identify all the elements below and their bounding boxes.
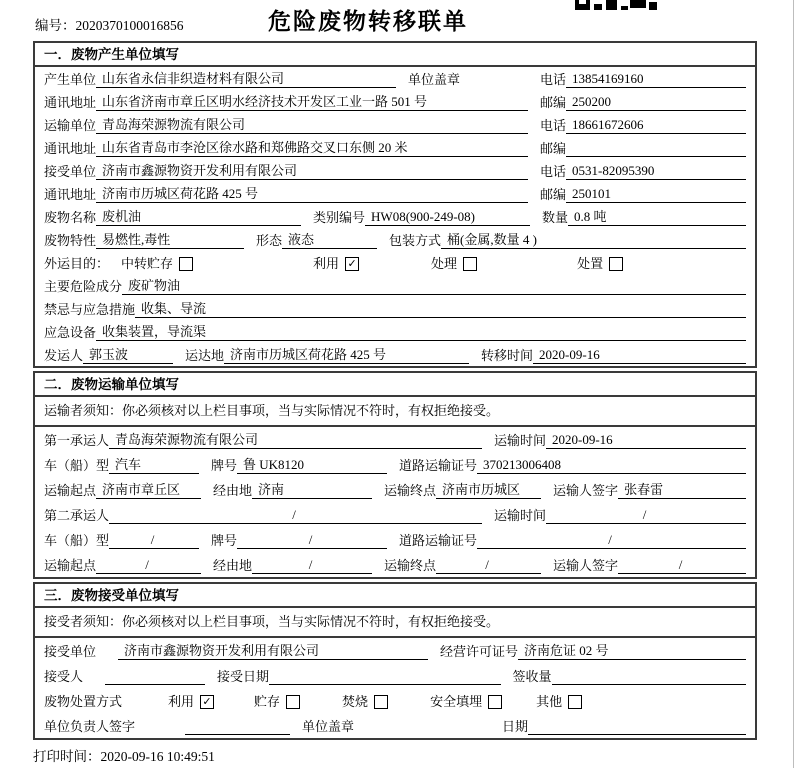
plate-value: /: [237, 531, 387, 549]
transporter-row: [35, 113, 755, 136]
doc-number-value: 2020370100016856: [75, 18, 184, 33]
end-value: 济南市历城区: [436, 481, 541, 499]
print-time-value: 2020-09-16 10:49:51: [100, 749, 215, 764]
company-seal-label: 单位盖章: [302, 719, 355, 734]
print-time-label: 打印时间：: [33, 749, 101, 764]
hazard-value: 废矿物油: [122, 277, 746, 295]
sender-value: 郭玉波: [83, 346, 173, 364]
option-label: 处置: [577, 256, 604, 271]
phone-label: 电话: [539, 164, 566, 179]
taboo-value: 收集、导流: [135, 300, 746, 318]
date-value: [528, 734, 746, 735]
checkbox-checked: ✓: [200, 695, 214, 709]
carrier-sign-value: /: [618, 556, 746, 574]
second-carrier-label: 第二承运人: [44, 508, 110, 523]
qr-code-icon: [575, 0, 657, 10]
checkbox-unchecked: [286, 695, 300, 709]
origin-value: 济南市章丘区: [96, 481, 201, 499]
option-landfill: [430, 693, 502, 710]
accepting-unit-label: 接受单位: [44, 644, 97, 659]
transporter-value: 青岛海荣源物流有限公司: [96, 116, 528, 134]
page-edge-line: [793, 0, 794, 768]
phone-label: 电话: [539, 72, 566, 87]
transporter-address-value: 山东省青岛市李沧区徐水路和郑佛路交叉口东侧 20 米: [96, 139, 528, 157]
accepting-unit-value: 济南市鑫源物资开发利用有限公司: [118, 642, 428, 660]
checkbox-unchecked: [374, 695, 388, 709]
transport-time-label: 运输时间: [493, 433, 546, 448]
phone-label: 电话: [539, 118, 566, 133]
signed-amount-label: 签收量: [512, 669, 552, 684]
quantity-label: 数量: [542, 210, 569, 225]
section1-heading: 一．废物产生单位填写: [35, 43, 755, 67]
origin-label: 运输起点: [44, 483, 97, 498]
first-carrier-time-value: 2020-09-16: [546, 431, 746, 449]
checkbox-checked: ✓: [345, 257, 359, 271]
destination-label: 运达地: [185, 348, 225, 363]
waste-name-value: 废机油: [96, 208, 301, 226]
option-transfer-storage: [121, 255, 193, 272]
sender-label: 发运人: [44, 348, 84, 363]
plate-value: 鲁 UK8120: [237, 456, 387, 474]
company-seal-label: 单位盖章: [408, 72, 461, 87]
receiver-zip-value: 250101: [566, 185, 746, 203]
equipment-label: 应急设备: [44, 325, 97, 340]
zip-label: 邮编: [539, 187, 566, 202]
recipient-row: [35, 663, 755, 688]
category-label: 类别编号: [313, 210, 366, 225]
road-license-label: 道路运输证号: [399, 533, 478, 548]
packing-value: 桶(金属,数量 4 ): [441, 231, 746, 249]
disposal-method-label: 废物处置方式: [44, 694, 123, 709]
first-carrier-label: 第一承运人: [44, 433, 110, 448]
section3-heading: 三．废物接受单位填写: [35, 584, 755, 608]
zip-label: 邮编: [539, 95, 566, 110]
option-label: 利用: [313, 256, 340, 271]
transporter-notice: 运输者须知：你必须核对以上栏目事项，当与实际情况不符时，有权拒绝接受。: [35, 397, 755, 427]
zip-label: 邮编: [539, 141, 566, 156]
via-value: 济南: [252, 481, 372, 499]
document-header: [0, 0, 796, 41]
transfer-time-label: 转移时间: [481, 348, 534, 363]
doc-number-label: 编号：: [35, 18, 76, 33]
print-time: [33, 745, 796, 765]
vehicle-type-value: /: [109, 531, 199, 549]
vehicle-type-value: 汽车: [109, 456, 199, 474]
carrier-sign-label: 运输人签字: [553, 483, 619, 498]
address-label: 通讯地址: [44, 187, 97, 202]
option-label: 贮存: [254, 694, 281, 709]
second-route-row: [35, 552, 755, 577]
transfer-time-value: 2020-09-16: [533, 346, 746, 364]
transporter-address-row: [35, 136, 755, 159]
receiver-value: 济南市鑫源物资开发利用有限公司: [96, 162, 528, 180]
option-label: 利用: [168, 694, 195, 709]
recipient-label: 接受人: [44, 669, 84, 684]
address-label: 通讯地址: [44, 95, 97, 110]
category-value: HW08(900-249-08): [365, 208, 530, 226]
signed-amount-value: [552, 684, 746, 685]
receiver-notice: 接受者须知：你必须核对以上栏目事项，当与实际情况不符时，有权拒绝接受。: [35, 608, 755, 638]
receiver-address-row: [35, 182, 755, 205]
producer-zip-value: 250200: [566, 93, 746, 111]
road-license-value: 370213006408: [477, 456, 746, 474]
option-utilize: [168, 693, 214, 710]
option-label: 中转贮存: [121, 256, 174, 271]
road-license-value: /: [477, 531, 746, 549]
taboo-measures-row: [35, 297, 755, 320]
carrier-sign-label: 运输人签字: [553, 558, 619, 573]
option-utilize: [313, 255, 359, 272]
checkbox-unchecked: [179, 257, 193, 271]
hazard-label: 主要危险成分: [44, 279, 123, 294]
character-value: 易燃性,毒性: [96, 231, 244, 249]
checkbox-unchecked: [609, 257, 623, 271]
option-store: [254, 693, 300, 710]
destination-value: 济南市历城区荷花路 425 号: [224, 346, 469, 364]
character-label: 废物特性: [44, 233, 97, 248]
recipient-value: [105, 684, 205, 685]
checkbox-unchecked: [488, 695, 502, 709]
plate-label: 牌号: [211, 458, 238, 473]
section2-heading: 二．废物运输单位填写: [35, 373, 755, 397]
transport-purpose-row: [35, 251, 755, 274]
permit-label: 经营许可证号: [440, 644, 519, 659]
producer-row: [35, 67, 755, 90]
vehicle-type-label: 车（船）型: [44, 458, 110, 473]
section-transporter: [33, 371, 757, 579]
plate-label: 牌号: [211, 533, 238, 548]
taboo-label: 禁忌与应急措施: [44, 302, 136, 317]
form-value: 液态: [282, 231, 377, 249]
form-label: 形态: [256, 233, 283, 248]
option-label: 安全填埋: [430, 694, 483, 709]
second-carrier-time-value: /: [546, 506, 746, 524]
equipment-value: 收集装置，导流渠: [96, 323, 746, 341]
option-dispose: [577, 255, 623, 272]
waste-name-row: [35, 205, 755, 228]
receiver-phone-value: 0531-82095390: [566, 162, 746, 180]
first-carrier-value: 青岛海荣源物流有限公司: [109, 431, 482, 449]
second-carrier-value: /: [109, 506, 482, 524]
first-vehicle-row: [35, 452, 755, 477]
option-incinerate: [342, 693, 388, 710]
accepting-unit-row: [35, 638, 755, 663]
origin-value: /: [96, 556, 201, 574]
receiver-row: [35, 159, 755, 182]
option-label: 处理: [431, 256, 458, 271]
producer-value: 山东省永信非织造材料有限公司: [96, 70, 396, 88]
first-route-row: [35, 477, 755, 502]
section-producer: [33, 41, 757, 368]
checkbox-unchecked: [463, 257, 477, 271]
second-vehicle-row: [35, 527, 755, 552]
sender-row: [35, 343, 755, 366]
page-title: 危险废物转移联单: [268, 9, 468, 34]
option-other: [536, 693, 582, 710]
transport-time-label: 运输时间: [493, 508, 546, 523]
receiver-label: 接受单位: [44, 164, 97, 179]
via-label: 经由地: [213, 558, 253, 573]
accept-date-value: [269, 684, 501, 685]
transporter-label: 运输单位: [44, 118, 97, 133]
carrier-sign-value: 张春雷: [618, 481, 746, 499]
date-label: 日期: [501, 719, 528, 734]
producer-label: 产生单位: [44, 72, 97, 87]
producer-phone-value: 13854169160: [566, 70, 746, 88]
permit-value: 济南危证 02 号: [518, 642, 746, 660]
road-license-label: 道路运输证号: [399, 458, 478, 473]
packing-label: 包装方式: [389, 233, 442, 248]
vehicle-type-label: 车（船）型: [44, 533, 110, 548]
end-value: /: [436, 556, 541, 574]
end-label: 运输终点: [384, 483, 437, 498]
option-treat: [431, 255, 477, 272]
disposal-method-row: [35, 688, 755, 713]
emergency-equipment-row: [35, 320, 755, 343]
section-receiver: [33, 582, 757, 740]
origin-label: 运输起点: [44, 558, 97, 573]
checkbox-unchecked: [568, 695, 582, 709]
address-label: 通讯地址: [44, 141, 97, 156]
leader-sign-label: 单位负责人签字: [44, 719, 136, 734]
hazard-component-row: [35, 274, 755, 297]
option-label: 其他: [536, 694, 563, 709]
second-carrier-row: [35, 502, 755, 527]
option-label: 焚烧: [342, 694, 369, 709]
purpose-label: 外运目的：: [44, 256, 110, 271]
leader-signature-row: [35, 713, 755, 738]
producer-address-value: 山东省济南市章丘区明水经济技术开发区工业一路 501 号: [96, 93, 528, 111]
waste-name-label: 废物名称: [44, 210, 97, 225]
accept-date-label: 接受日期: [217, 669, 270, 684]
producer-address-row: [35, 90, 755, 113]
transporter-zip-value: [566, 156, 746, 157]
via-value: /: [252, 556, 372, 574]
end-label: 运输终点: [384, 558, 437, 573]
quantity-value: 0.8 吨: [568, 208, 746, 226]
transporter-phone-value: 18661672606: [566, 116, 746, 134]
via-label: 经由地: [213, 483, 253, 498]
leader-sign-value: [185, 734, 290, 735]
receiver-address-value: 济南市历城区荷花路 425 号: [96, 185, 528, 203]
first-carrier-row: [35, 427, 755, 452]
waste-character-row: [35, 228, 755, 251]
